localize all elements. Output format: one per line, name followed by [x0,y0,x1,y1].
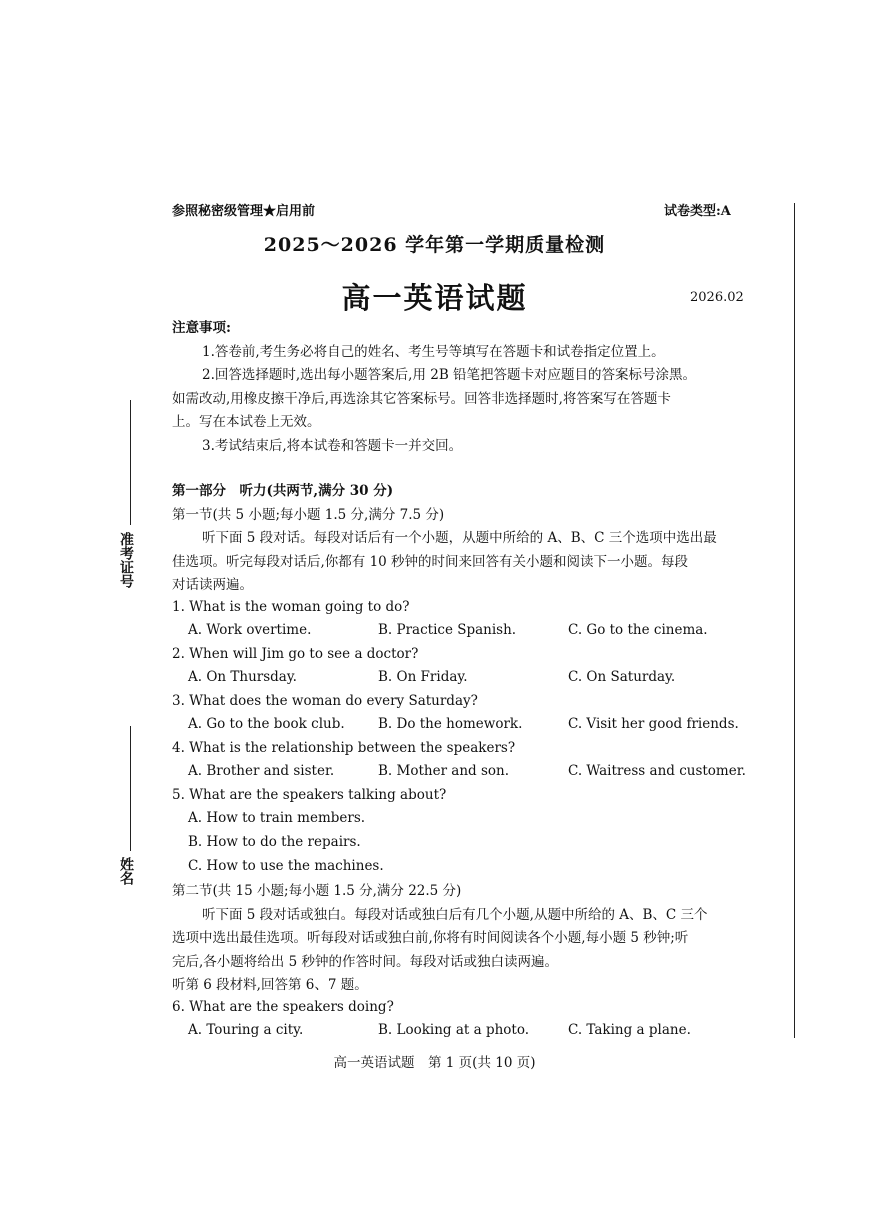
question-option-c: C. Taking a plane. [568,1022,691,1038]
exam-date: 2026.02 [690,290,744,305]
notice-item-2-line-3: 上。写在本试卷上无效。 [172,414,321,430]
question-option-a: A. Touring a city. [188,1022,304,1038]
question-stem: 2. When will Jim go to see a doctor? [172,646,419,662]
question-option-c: C. Go to the cinema. [568,622,708,638]
question-option-a: A. How to train members. [188,810,366,826]
paper-type-label: 试卷类型:A [664,204,731,219]
part1-block [172,480,742,598]
notice-item-3: 3.考试结束后,将本试卷和答题卡一并交回。 [202,437,463,454]
question-stem: 3. What does the woman do every Saturday? [172,693,478,709]
notice-item-2-line-2: 如需改动,用橡皮擦干净后,再选涂其它答案标号。回答非选择题时,将答案写在答题卡 [172,390,671,407]
section1-intro-line-2: 佳选项。听完每段对话后,你都有 10 秒钟的时间来回答有关小题和阅读下一小题。每段 [172,553,689,570]
section1-intro-line-3: 对话读两遍。 [172,577,253,593]
question-option-c: C. On Saturday. [568,669,676,685]
section1-heading: 第一节(共 5 小题;每小题 1.5 分,满分 7.5 分) [172,506,445,523]
notice-block [172,317,742,458]
question-stem: 1. What is the woman going to do? [172,599,410,615]
notice-heading: 注意事项: [172,320,231,336]
admission-number-label: 准考证号 [118,532,134,588]
section2-intro-line-2: 选项中选出最佳选项。听每段对话或独白前,你将有时间阅读各个小题,每小题 5 秒钟;听 [172,930,689,946]
question-option-b: B. On Friday. [378,669,468,685]
question-option-a: A. Brother and sister. [188,763,335,779]
right-border-line [794,203,795,1038]
question-option-a: A. On Thursday. [188,669,297,685]
admission-number-blank [130,400,131,525]
question-option-b: B. Looking at a photo. [378,1022,530,1038]
question-option-b: B. How to do the repairs. [188,834,361,850]
question-stem: 4. What is the relationship between the speakers? [172,740,516,756]
section2-intro-line-1: 听下面 5 段对话或独白。每段对话或独白后有几个小题,从题中所给的 A、B、C 三个 [202,906,708,923]
question-stem: 6. What are the speakers doing? [172,999,394,1015]
question-option-b: B. Practice Spanish. [378,622,517,638]
exam-name: 2025～2026 学年第一学期质量检测 [263,234,606,256]
question-option-b: B. Do the homework. [378,716,523,732]
section1-intro-line-1: 听下面 5 段对话。每段对话后有一个小题，从题中所给的 A、B、C 三个选项中选出最 [202,530,717,546]
notice-item-1: 1.答卷前,考生务必将自己的姓名、考生号等填写在答题卡和试卷指定位置上。 [202,343,665,360]
question-option-a: A. Go to the book club. [188,716,345,732]
part1-heading: 第一部分 听力(共两节,满分 30 分) [172,483,394,499]
question-option-a: A. Work overtime. [188,622,312,638]
question-option-b: B. Mother and son. [378,763,510,779]
section2-intro-line-3: 完后,各小题将给出 5 秒钟的作答时间。每段对话或独白读两遍。 [172,953,558,970]
material-6-instruction: 听第 6 段材料,回答第 6、7 题。 [172,977,368,993]
name-blank [130,726,131,851]
page-footer: 高一英语试题 第 1 页(共 10 页) [333,1055,536,1071]
name-label: 姓名 [118,857,134,885]
section2-heading: 第二节(共 15 小题;每小题 1.5 分,满分 22.5 分) [172,883,462,899]
question-option-c: C. Visit her good friends. [568,716,739,732]
page-title: 高一英语试题 [341,281,528,315]
question-option-c: C. How to use the machines. [188,858,384,874]
question-option-c: C. Waitress and customer. [568,763,746,779]
section2-block [172,880,742,998]
notice-item-2-line-1: 2.回答选择题时,选出每小题答案后,用 2B 铅笔把答题卡对应题目的答案标号涂黑。 [202,367,697,383]
secrecy-label: 参照秘密级管理★启用前 [172,204,316,219]
question-stem: 5. What are the speakers talking about? [172,787,447,803]
